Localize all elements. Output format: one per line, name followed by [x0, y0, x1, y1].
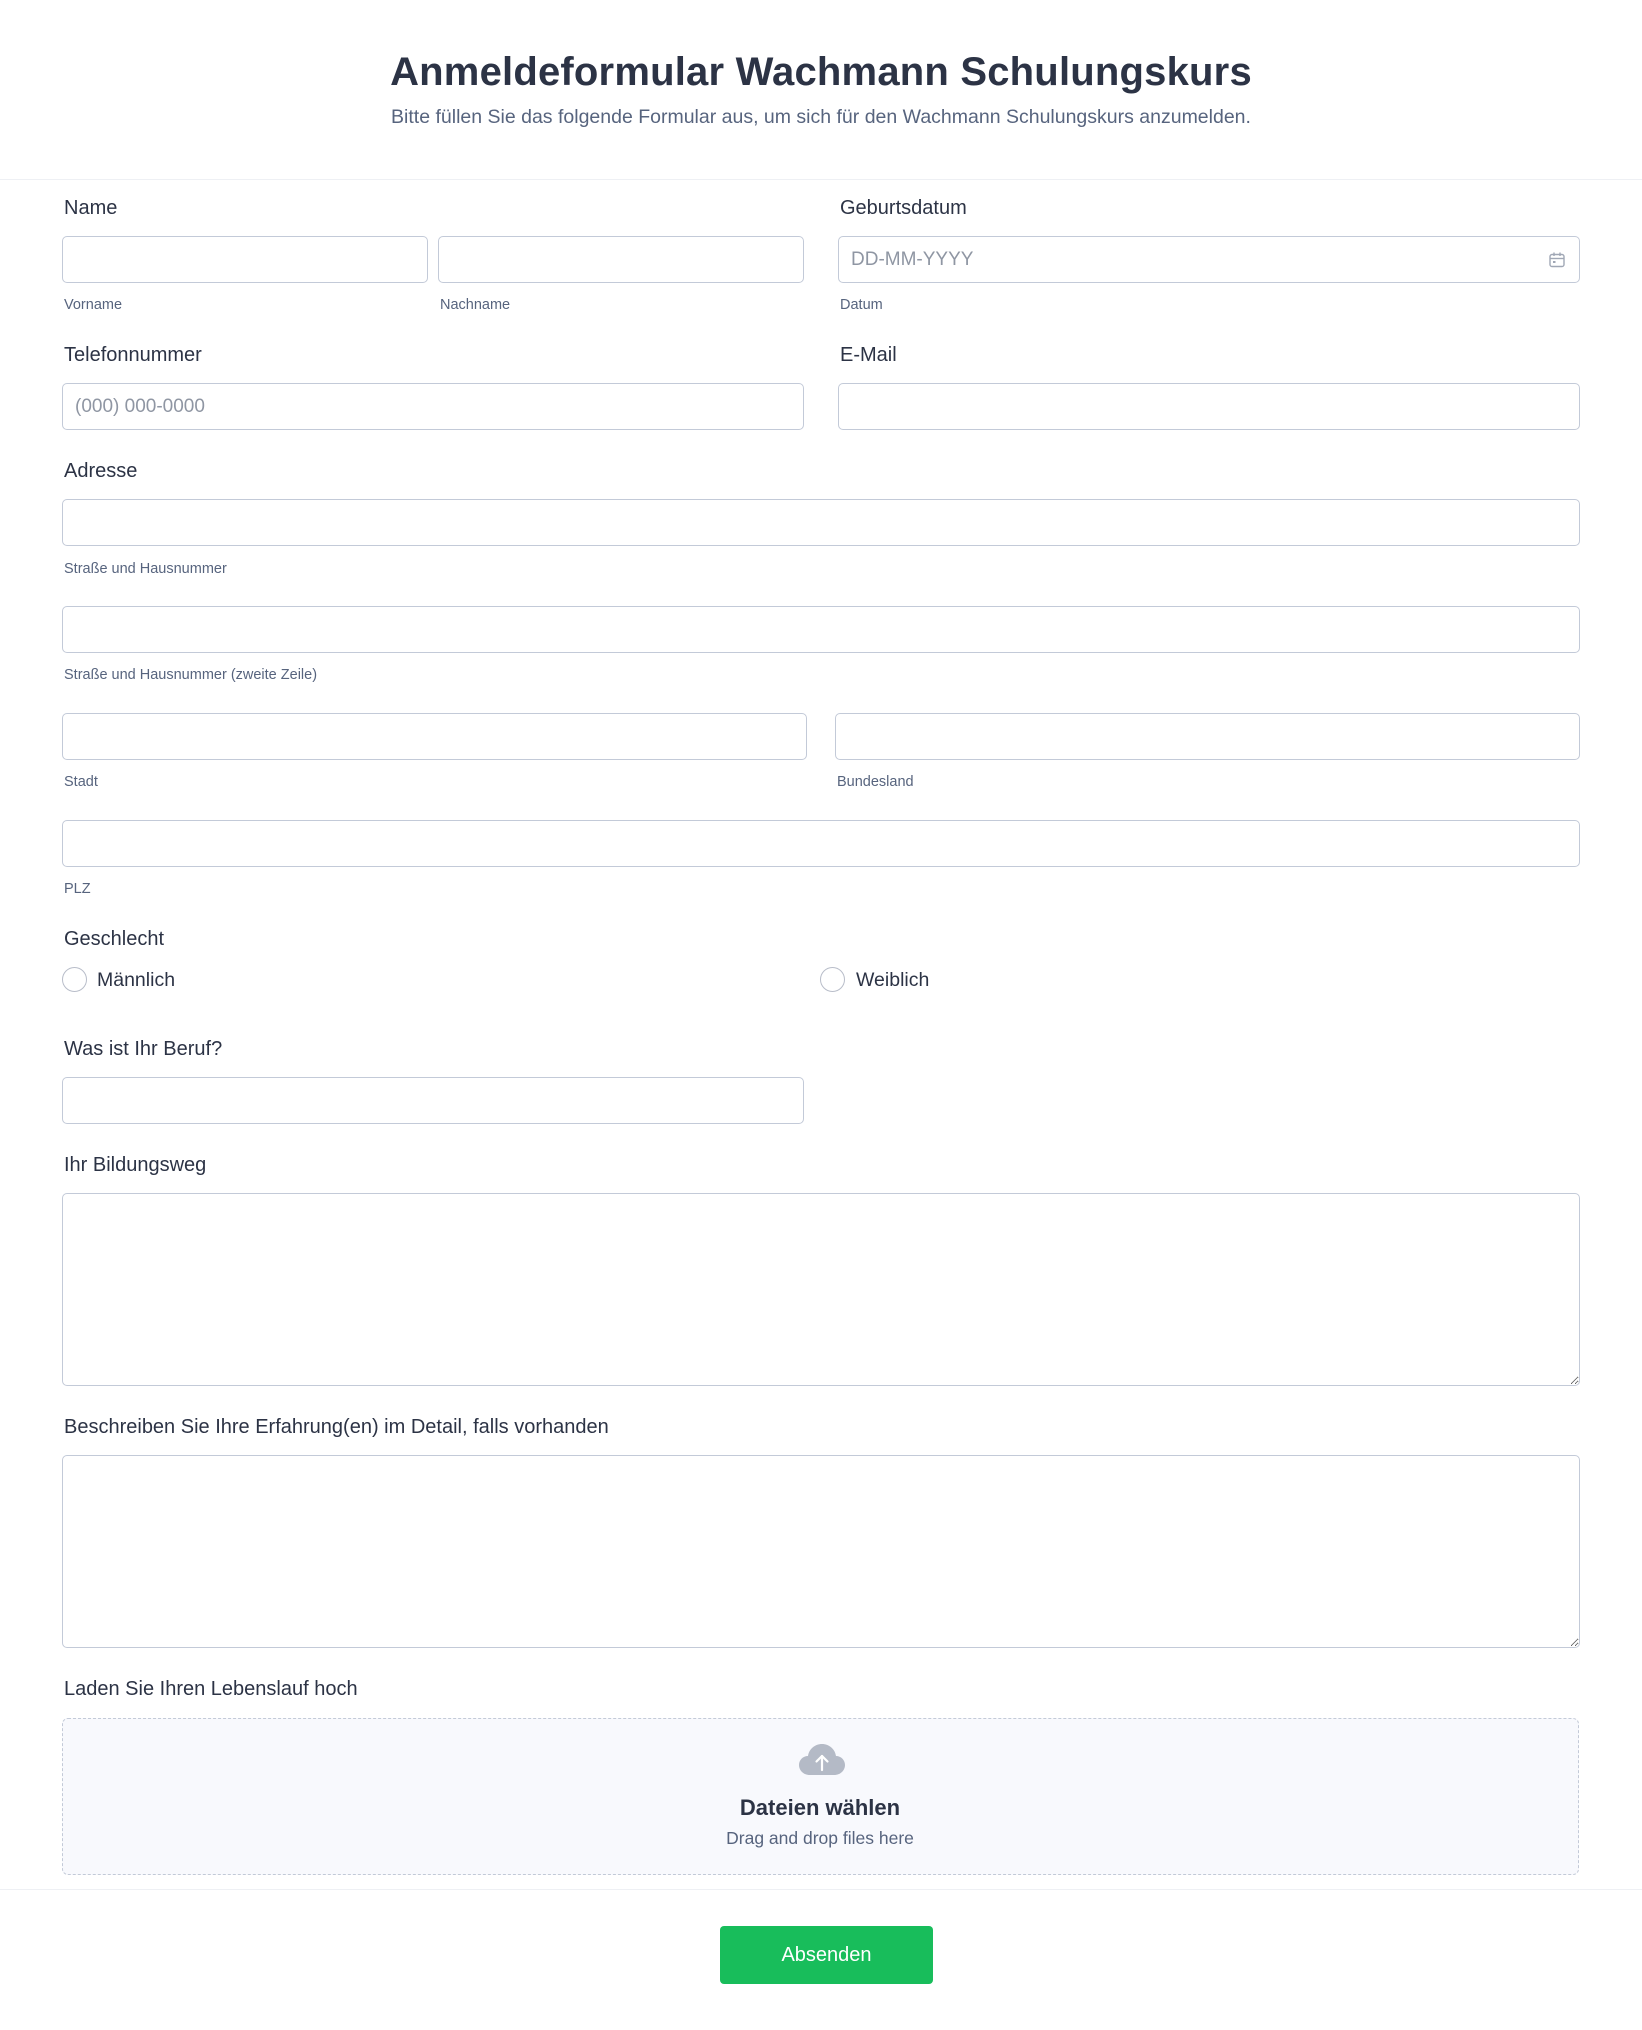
first-name-input[interactable] — [62, 236, 428, 283]
birthdate-label: Geburtsdatum — [840, 197, 967, 219]
drag-drop-hint: Drag and drop files here — [726, 1828, 914, 1848]
choose-files-button[interactable]: Dateien wählen — [739, 1795, 901, 1820]
phone-input[interactable] — [62, 383, 804, 430]
radio-female-label[interactable]: Weiblich — [856, 969, 930, 991]
radio-male[interactable] — [62, 967, 87, 992]
radio-male-label[interactable]: Männlich — [97, 969, 176, 991]
profession-input[interactable] — [62, 1077, 804, 1124]
state-input[interactable] — [835, 713, 1580, 760]
radio-female[interactable] — [820, 967, 845, 992]
education-label: Ihr Bildungsweg — [64, 1154, 207, 1176]
experience-textarea[interactable] — [62, 1455, 1580, 1648]
city-input[interactable] — [62, 713, 807, 760]
zip-sublabel: PLZ — [64, 881, 91, 897]
phone-label: Telefonnummer — [64, 344, 202, 366]
calendar-icon[interactable] — [1548, 251, 1566, 269]
city-sublabel: Stadt — [64, 774, 98, 790]
profession-label: Was ist Ihr Beruf? — [64, 1038, 223, 1060]
first-name-sublabel: Vorname — [64, 297, 123, 313]
address-label: Adresse — [64, 460, 138, 482]
submit-button[interactable]: Absenden — [720, 1926, 933, 1984]
form-footer — [0, 1889, 1642, 2030]
name-label: Name — [64, 197, 118, 219]
experience-label: Beschreiben Sie Ihre Erfahrung(en) im Detail, falls vorhanden — [64, 1416, 609, 1438]
form-header — [0, 0, 1642, 180]
last-name-sublabel: Nachname — [440, 297, 511, 313]
email-label: E-Mail — [840, 344, 897, 366]
birthdate-input[interactable] — [838, 236, 1580, 283]
street-line1-sublabel: Straße und Hausnummer — [64, 561, 227, 577]
last-name-input[interactable] — [438, 236, 804, 283]
state-sublabel: Bundesland — [837, 774, 914, 790]
cloud-upload-icon — [798, 1742, 846, 1778]
email-input[interactable] — [838, 383, 1580, 430]
form-subtitle: Bitte füllen Sie das folgende Formular aus, um sich für den Wachmann Schulungskurs anzumelden. — [391, 106, 1251, 128]
upload-label: Laden Sie Ihren Lebenslauf hoch — [64, 1678, 358, 1700]
street-line2-input[interactable] — [62, 606, 1580, 653]
birthdate-sublabel: Datum — [840, 297, 883, 313]
education-textarea[interactable] — [62, 1193, 1580, 1386]
street-line1-input[interactable] — [62, 499, 1580, 546]
zip-input[interactable] — [62, 820, 1580, 867]
street-line2-sublabel: Straße und Hausnummer (zweite Zeile) — [64, 667, 318, 683]
gender-label: Geschlecht — [64, 928, 165, 950]
file-upload-dropzone[interactable] — [62, 1718, 1579, 1875]
form-title: Anmeldeformular Wachmann Schulungskurs — [390, 50, 1252, 94]
